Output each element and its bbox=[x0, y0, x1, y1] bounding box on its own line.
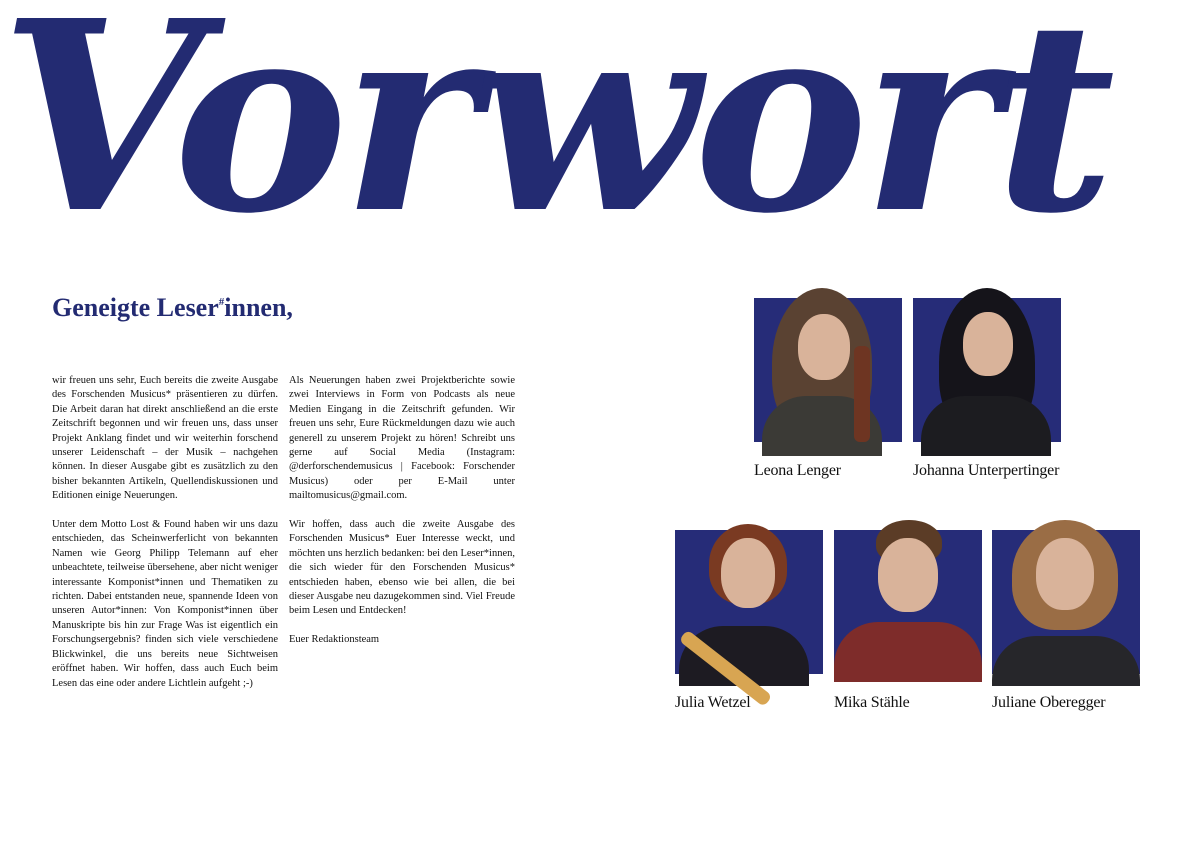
signature: Euer Redaktionsteam bbox=[289, 634, 380, 646]
team-member-name: Mika Stähle bbox=[834, 694, 910, 711]
paragraph: Wir hoffen, dass auch die zweite Ausgabe des Forschenden Musicus* Euer Interesse weckt, und möchten uns herzlich bedanken: bei den Leser*innen, die sich wieder für den Forschenden Musicus* entschieden haben, ebenso wie bei allen, die bei dieser Ausgabe neu dazugekommen sind. Viel Freude beim Lesen und Entdecken! bbox=[289, 519, 515, 617]
paragraph: Unter dem Motto Lost & Found haben wir uns dazu entschieden, das Scheinwerferlicht von bekannten Namen wie Georg Philipp Telemann auf eher unbeachtete, teilweise übersehene, aber nicht weniger interessante Komponist*innen und Thematiken zu richten. Dabei entstanden neue, spannende Ideen von unseren Autor*innen: Von Komponist*innen über Manuskripte bis hin zur Frage Was ist eigentlich ein Forschungsergebnis? finden sich viele verschiedene Blickwinkel, die uns bereits neue Sichtweisen eröffnet haben. Wir hoffen, dass auch Euch beim Lesen das eine oder andere Lichtlein aufgeht ;-) bbox=[52, 519, 278, 689]
portrait-photo bbox=[754, 286, 902, 442]
paragraph: Als Neuerungen haben zwei Projektberichte sowie zwei Interviews in Form von Podcasts als neue Medien Eingang in die Zeitschrift gefunden. Wir freuen uns sehr, Eure Rückmeldungen dazu wie auch generell zu unserem Projekt zu hören! Schreibt uns gerne auf Social Media (Instagram: @derforschendemusicus | Facebook: Forschender Musicus) oder per E-Mail unter mailtomusicus@gmail.com. bbox=[289, 375, 515, 502]
portrait-photo bbox=[675, 518, 823, 674]
text-column-right bbox=[289, 374, 515, 662]
paragraph: wir freuen uns sehr, Euch bereits die zweite Ausgabe des Forschenden Musicus* präsentieren zu dürfen. Die Arbeit daran hat direkt anschließend an die erste Zeitschrift begonnen und wir freuen uns, dass unser Projekt Anklang findet und wir weiterhin forschend unserer Leidenschaft – der Musik – nachgehen können. In dieser Ausgabe gibt es zusätzlich zu den bisher bekannten Artikeln, Quellendiskussionen und Editionen einige Neuerungen. bbox=[52, 375, 278, 502]
team-member-name: Johanna Unterpertinger bbox=[913, 462, 1060, 479]
page-title: Vorwort bbox=[0, 0, 1110, 271]
greeting-heading: Geneigte Leser#innen, bbox=[52, 293, 293, 322]
team-member-name: Leona Lenger bbox=[754, 462, 841, 479]
text-column-left bbox=[52, 374, 278, 705]
portrait-photo bbox=[913, 286, 1061, 442]
portrait-photo bbox=[834, 518, 982, 674]
portrait-photo bbox=[992, 518, 1140, 674]
team-member-name: Julia Wetzel bbox=[675, 694, 751, 711]
team-member-name: Juliane Oberegger bbox=[992, 694, 1106, 711]
